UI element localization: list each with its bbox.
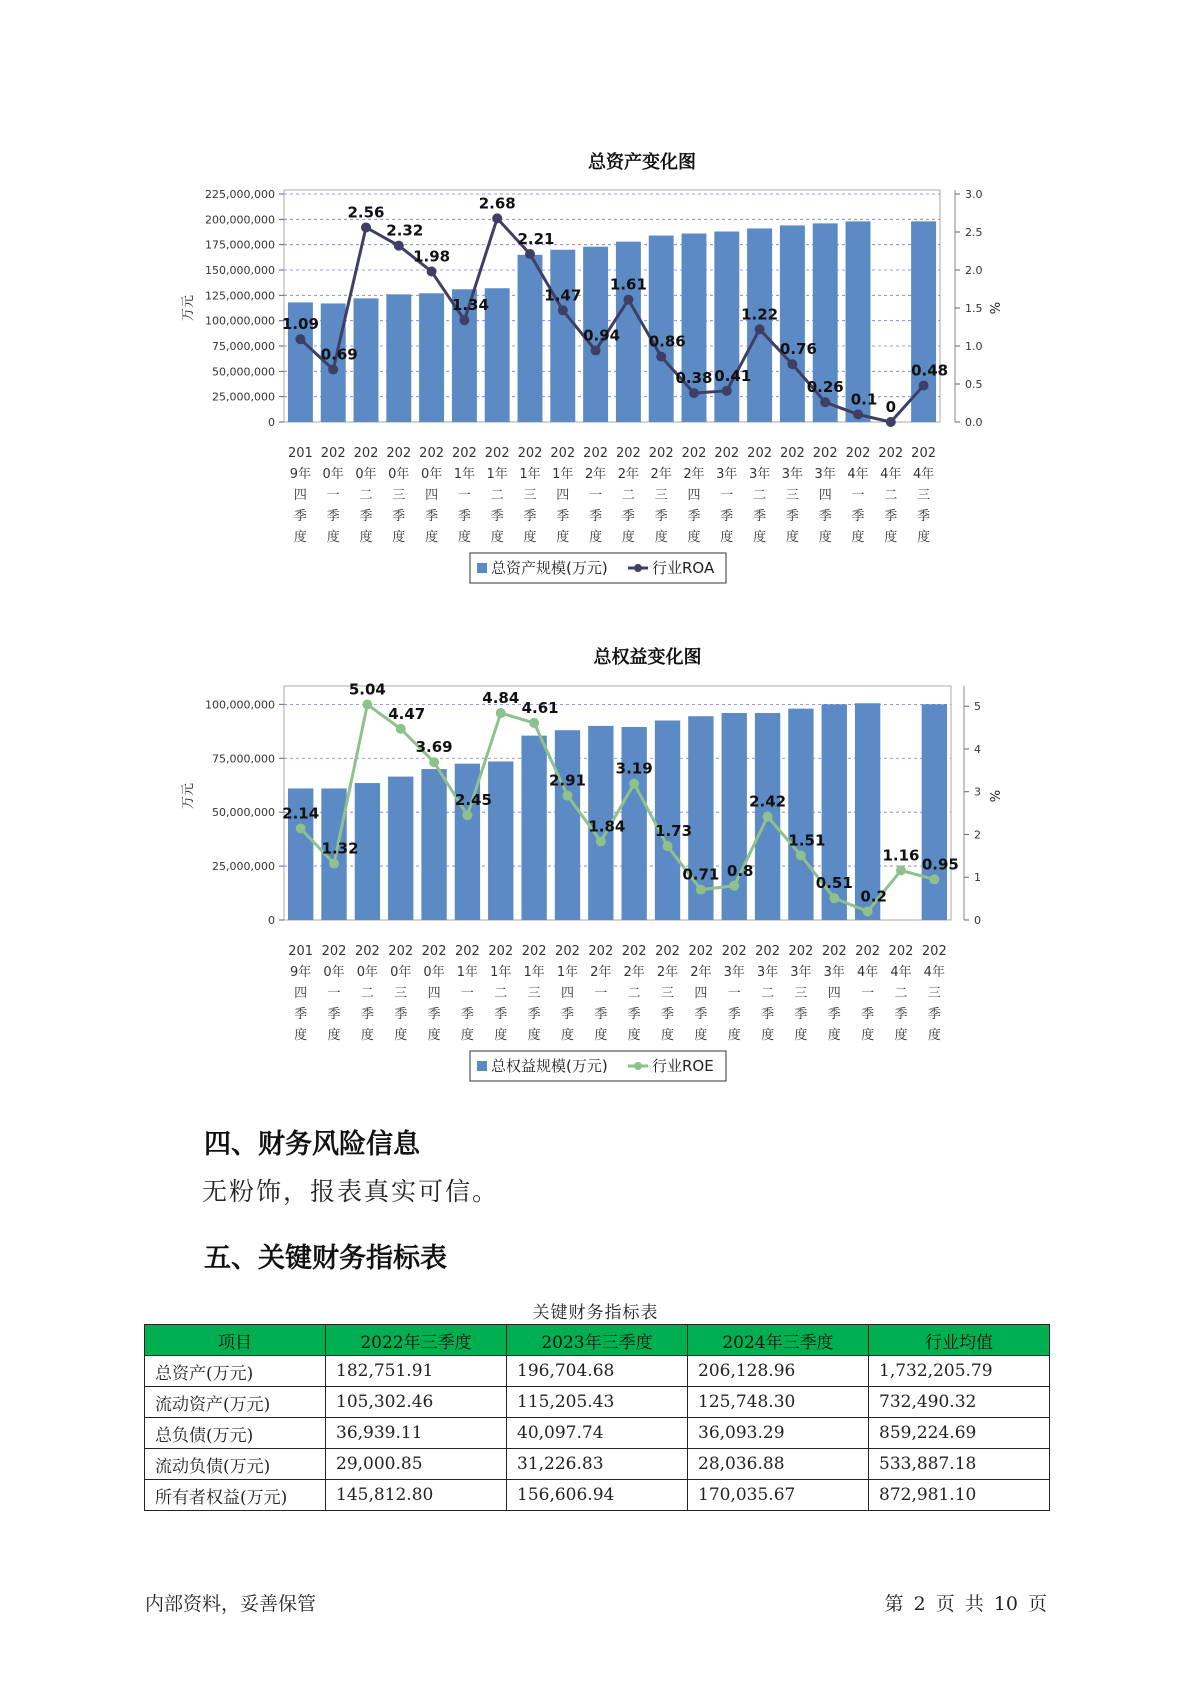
data-label: 0.26: [806, 378, 844, 397]
x-tick-label: 202 3年二季度: [755, 944, 780, 1043]
y-tick-label: 175,000,000: [205, 238, 275, 252]
table-cell: 1,732,205.79: [869, 1356, 1050, 1387]
data-label: 0.41: [714, 366, 752, 385]
table-cell: 36,093.29: [688, 1418, 869, 1449]
data-label: 2.14: [282, 804, 320, 823]
chart-title: 总资产变化图: [588, 152, 696, 173]
y2-tick-label: 0.0: [965, 416, 983, 429]
x-tick-label: 202 1年一季度: [451, 446, 477, 545]
table-cell: 170,035.67: [688, 1480, 869, 1511]
kpi-table: [144, 1324, 1050, 1511]
legend-bar-label: 总资产规模(万元): [491, 559, 608, 577]
data-label: 0: [885, 398, 897, 416]
legend-line-marker: [634, 1062, 642, 1070]
data-label: 0.38: [675, 369, 713, 388]
y2-tick-label: 2.5: [965, 226, 983, 239]
y-tick-label: 50,000,000: [212, 365, 275, 379]
data-label: 1.61: [609, 275, 647, 294]
x-tick-label: 202 1年一季度: [455, 944, 480, 1043]
line-point: [629, 779, 639, 789]
data-label: 4.47: [388, 704, 426, 723]
data-label: 0.8: [726, 861, 754, 880]
line-point: [663, 841, 673, 851]
y-tick-label: 225,000,000: [205, 188, 275, 201]
data-label: 2.45: [454, 791, 492, 810]
legend-bar-swatch: [477, 1061, 487, 1071]
table-cell: 所有者权益(万元): [145, 1480, 326, 1511]
table-cell: 859,224.69: [869, 1418, 1050, 1449]
y-tick-label: 0: [268, 914, 275, 927]
table-cell: 40,097.74: [507, 1418, 688, 1449]
x-tick-label: 202 1年二季度: [488, 944, 514, 1043]
table-header-cell: 2023年三季度: [507, 1325, 688, 1356]
data-label: 1.84: [588, 817, 626, 836]
line-point: [929, 874, 939, 884]
x-tick-label: 202 3年四季度: [821, 944, 847, 1043]
table-row: [145, 1480, 1050, 1511]
x-tick-label: 202 1年三季度: [521, 944, 547, 1043]
x-tick-label: 202 2年四季度: [688, 944, 714, 1043]
line-point: [329, 859, 339, 869]
table-row: [145, 1356, 1050, 1387]
table-header-cell: 项目: [145, 1325, 326, 1356]
legend-line-label: 行业ROE: [652, 1057, 714, 1075]
data-label: 3.19: [615, 759, 653, 778]
bar: [388, 777, 413, 920]
x-tick-label: 202 0年三季度: [388, 944, 414, 1043]
kpi-section-heading: 五、关键财务指标表: [204, 1243, 447, 1274]
data-label: 0.48: [911, 361, 949, 380]
y-tick-label: 25,000,000: [212, 860, 275, 874]
x-tick-label: 201 9年四季度: [288, 944, 314, 1043]
data-label: 1.09: [281, 315, 319, 334]
table-cell: 196,704.68: [507, 1356, 688, 1387]
table-cell: 115,205.43: [507, 1387, 688, 1418]
table-cell: 872,981.10: [869, 1480, 1050, 1511]
table-cell: 533,887.18: [869, 1449, 1050, 1480]
y2-tick-label: 4: [974, 742, 981, 756]
y2-tick-label: 0: [974, 914, 981, 927]
x-tick-label: 202 0年四季度: [419, 446, 445, 545]
table-cell: 732,490.32: [869, 1387, 1050, 1418]
bar: [555, 730, 580, 920]
line-point: [863, 906, 873, 916]
x-tick-label: 202 1年三季度: [517, 446, 543, 545]
table-cell: 流动资产(万元): [145, 1387, 326, 1418]
bar: [655, 721, 680, 920]
y-axis-label: 万元: [181, 782, 196, 810]
risk-section-text: 无粉饰，报表真实可信。: [202, 1177, 500, 1206]
data-label: 0.2: [860, 887, 887, 906]
data-label: 5.04: [348, 680, 386, 699]
bar: [788, 709, 813, 920]
line-point: [763, 812, 773, 822]
y-tick-label: 50,000,000: [212, 806, 275, 820]
data-label: 0.51: [815, 874, 853, 893]
data-label: 1.34: [451, 296, 489, 315]
x-tick-label: 202 0年四季度: [421, 944, 447, 1043]
x-tick-label: 202 0年一季度: [320, 446, 346, 545]
table-row: [145, 1387, 1050, 1418]
legend-bar-label: 总权益规模(万元): [491, 1057, 608, 1075]
bar: [521, 736, 546, 920]
x-tick-label: 202 0年一季度: [321, 944, 347, 1043]
x-tick-label: 202 3年二季度: [747, 446, 773, 545]
legend-line-label: 行业ROA: [652, 559, 715, 577]
line-point: [429, 757, 439, 767]
x-tick-label: 202 2年一季度: [583, 446, 609, 545]
y2-tick-label: 2.0: [965, 264, 983, 277]
y2-tick-label: 0.5: [965, 378, 983, 391]
data-label: 0.76: [779, 340, 817, 359]
y-axis-label: 万元: [181, 294, 196, 322]
data-label: 1.51: [788, 831, 826, 850]
data-label: 1.47: [544, 286, 582, 305]
x-tick-label: 202 1年四季度: [555, 944, 580, 1043]
x-tick-label: 202 4年二季度: [888, 944, 914, 1043]
y2-tick-label: 3.0: [965, 188, 983, 201]
x-tick-label: 201 9年四季度: [287, 446, 313, 545]
data-label: 1.16: [882, 846, 920, 865]
table-cell: 206,128.96: [688, 1356, 869, 1387]
table-header-cell: 行业均值: [869, 1325, 1050, 1356]
x-tick-label: 202 4年三季度: [911, 446, 937, 545]
data-label: 4.84: [482, 689, 520, 708]
data-label: 0.94: [583, 326, 621, 345]
bar: [922, 704, 947, 920]
data-label: 2.32: [386, 221, 424, 240]
line-point: [362, 699, 372, 709]
table-cell: 29,000.85: [326, 1449, 507, 1480]
table-cell: 125,748.30: [688, 1387, 869, 1418]
y-tick-label: 75,000,000: [212, 340, 275, 353]
y2-tick-label: 2: [974, 828, 981, 842]
line-point: [696, 885, 706, 895]
x-tick-label: 202 2年三季度: [648, 446, 674, 545]
x-tick-label: 202 0年二季度: [353, 446, 379, 545]
y-tick-label: 75,000,000: [212, 752, 275, 766]
y-tick-label: 200,000,000: [205, 213, 275, 227]
table-cell: 156,606.94: [507, 1480, 688, 1511]
data-label: 1.22: [741, 305, 779, 324]
data-label: 1.32: [321, 839, 359, 858]
bar: [488, 761, 513, 920]
table-cell: 28,036.88: [688, 1449, 869, 1480]
table-cell: 36,939.11: [326, 1418, 507, 1449]
bar: [421, 769, 446, 920]
table-header-row: [145, 1325, 1050, 1356]
y-tick-label: 0: [268, 416, 275, 429]
data-label: 4.61: [521, 698, 559, 717]
line-point: [829, 893, 839, 903]
data-label: 2.42: [749, 792, 787, 811]
y2-tick-label: 3: [974, 785, 981, 799]
x-tick-label: 202 2年二季度: [615, 446, 641, 545]
line-point: [396, 724, 406, 734]
y2-tick-label: 1: [974, 871, 981, 885]
line-point: [529, 718, 539, 728]
table-row: [145, 1418, 1050, 1449]
x-tick-label: 202 4年一季度: [845, 446, 871, 545]
line-point: [496, 708, 506, 718]
line-point: [596, 836, 606, 846]
data-label: 1.73: [655, 822, 693, 841]
table-cell: 145,812.80: [326, 1480, 507, 1511]
y2-tick-label: 1.5: [965, 302, 983, 315]
footer-page-number: 第 2 页 共 10 页: [884, 1593, 1047, 1615]
y2-axis-label: %: [989, 789, 1004, 803]
x-tick-label: 202 2年二季度: [621, 944, 647, 1043]
x-tick-label: 202 3年一季度: [721, 944, 747, 1043]
y-tick-label: 125,000,000: [205, 289, 275, 303]
line-point: [296, 823, 306, 833]
line-point: [896, 865, 906, 875]
x-tick-label: 202 2年三季度: [655, 944, 680, 1043]
line-point: [462, 810, 472, 820]
line-point: [562, 791, 572, 801]
x-tick-label: 202 1年四季度: [550, 446, 576, 545]
data-label: 2.91: [548, 771, 586, 790]
data-label: 0.69: [320, 345, 358, 364]
x-tick-label: 202 1年二季度: [484, 446, 510, 545]
x-tick-label: 202 0年三季度: [386, 446, 412, 545]
x-tick-label: 202 0年二季度: [354, 944, 380, 1043]
data-label: 2.56: [347, 203, 385, 222]
data-label: 0.86: [648, 332, 686, 351]
table-cell: 182,751.91: [326, 1356, 507, 1387]
table-header-cell: 2024年三季度: [688, 1325, 869, 1356]
chart-title: 总权益变化图: [593, 647, 702, 668]
table-caption: 关键财务指标表: [532, 1303, 659, 1323]
x-tick-label: 202 3年一季度: [714, 446, 740, 545]
data-label: 2.68: [478, 194, 516, 213]
y2-axis-label: %: [989, 301, 1004, 315]
line-point: [796, 850, 806, 860]
y2-tick-label: 1.0: [965, 340, 983, 353]
data-label: 1.98: [413, 247, 451, 266]
table-cell: 31,226.83: [507, 1449, 688, 1480]
data-label: 0.71: [682, 865, 720, 884]
table-cell: 总资产(万元): [145, 1356, 326, 1387]
data-label: 0.95: [921, 855, 959, 874]
y-tick-label: 150,000,000: [205, 264, 275, 277]
y-tick-label: 100,000,000: [205, 314, 275, 328]
x-tick-label: 202 3年三季度: [779, 446, 805, 545]
table-cell: 105,302.46: [326, 1387, 507, 1418]
line-point: [729, 881, 739, 891]
data-label: 3.69: [415, 738, 453, 757]
footer-confidential-note: 内部资料，妥善保管: [145, 1593, 317, 1615]
y2-tick-label: 5: [974, 700, 981, 714]
x-tick-label: 202 3年三季度: [788, 944, 814, 1043]
x-tick-label: 202 4年三季度: [921, 944, 947, 1043]
table-header-cell: 2022年三季度: [326, 1325, 507, 1356]
table-cell: 总负债(万元): [145, 1418, 326, 1449]
x-tick-label: 202 4年二季度: [878, 446, 904, 545]
y-tick-label: 25,000,000: [212, 390, 275, 404]
x-tick-label: 202 4年一季度: [855, 944, 881, 1043]
x-tick-label: 202 3年四季度: [812, 446, 838, 545]
table-row: [145, 1449, 1050, 1480]
x-tick-label: 202 2年一季度: [588, 944, 614, 1043]
x-tick-label: 202 2年四季度: [681, 446, 707, 545]
data-label: 0.1: [850, 390, 878, 409]
table-cell: 流动负债(万元): [145, 1449, 326, 1480]
y-tick-label: 100,000,000: [205, 698, 275, 712]
risk-section-heading: 四、财务风险信息: [204, 1129, 420, 1160]
data-label: 2.21: [517, 230, 555, 249]
